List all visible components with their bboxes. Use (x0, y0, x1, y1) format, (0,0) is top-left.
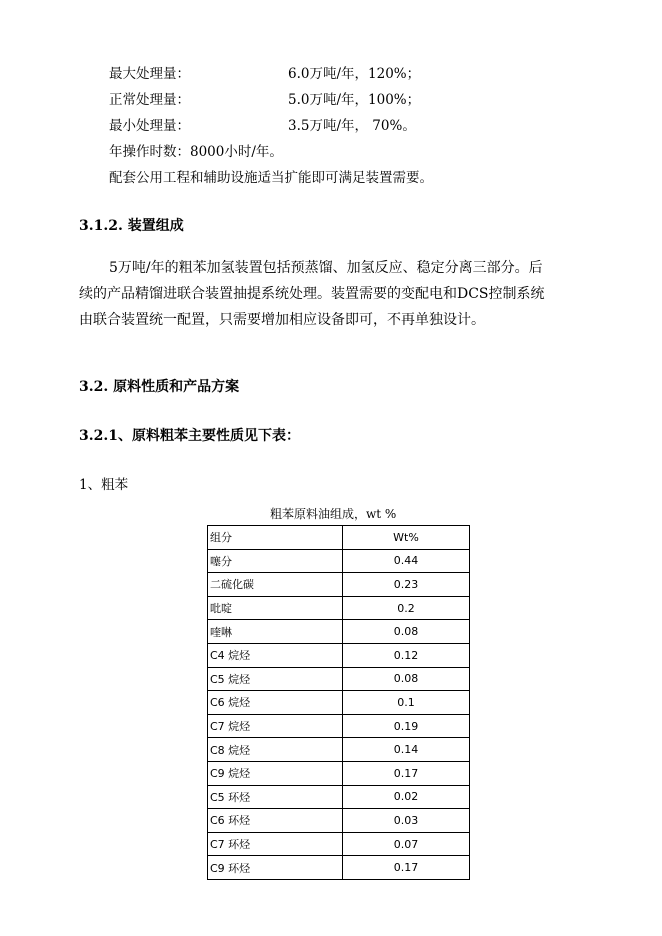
component-name: C7 烷烃 (208, 714, 343, 738)
heading-3-1-2: 3.1.2. 装置组成 (79, 218, 184, 234)
component-name: C6 环烃 (208, 809, 343, 833)
component-wt-value: 0.12 (343, 643, 470, 667)
component-wt-value: 0.08 (343, 667, 470, 691)
table-row (208, 643, 470, 667)
normal-capacity-label: 正常处理量： (109, 92, 190, 108)
component-name: C7 环烃 (208, 832, 343, 856)
table-row (208, 832, 470, 856)
component-wt-value: 0.07 (343, 832, 470, 856)
heading-3-2: 3.2. 原料性质和产品方案 (79, 379, 240, 395)
normal-capacity-value: 5.0万吨/年，100%； (288, 92, 421, 108)
component-name: 二硫化碳 (208, 573, 343, 597)
component-wt-value: 0.17 (343, 856, 470, 880)
table-row (208, 761, 470, 785)
component-name: C8 烷烃 (208, 738, 343, 762)
component-wt-value: 0.14 (343, 738, 470, 762)
table-row (208, 714, 470, 738)
table-row (208, 620, 470, 644)
table-row (208, 596, 470, 620)
utility-note: 配套公用工程和辅助设施适当扩能即可满足装置需要。 (109, 170, 433, 186)
paragraph-line-2: 续的产品精馏进联合装置抽提系统处理。装置需要的变配电和DCS控制系统 (79, 286, 545, 302)
header-component: 组分 (208, 526, 343, 550)
composition-table (207, 525, 470, 880)
min-capacity-value: 3.5万吨/年， 70%。 (288, 118, 416, 134)
paragraph-line-3: 由联合装置统一配置，只需要增加相应设备即可，不再单独设计。 (79, 312, 485, 328)
table-header-row (208, 526, 470, 550)
paragraph-line-1: 5万吨/年的粗苯加氢装置包括预蒸馏、加氢反应、稳定分离三部分。后 (109, 260, 543, 276)
component-wt-value: 0.17 (343, 761, 470, 785)
component-name: 喹啉 (208, 620, 343, 644)
item-1-label: 1、粗苯 (79, 477, 129, 493)
header-wt: Wt% (343, 526, 470, 550)
min-capacity-label: 最小处理量： (109, 118, 190, 134)
component-wt-value: 0.03 (343, 809, 470, 833)
component-name: C6 烷烃 (208, 691, 343, 715)
component-name: 噻分 (208, 549, 343, 573)
table-row (208, 667, 470, 691)
table-row (208, 809, 470, 833)
table-row (208, 738, 470, 762)
table-row (208, 785, 470, 809)
max-capacity-label: 最大处理量： (109, 66, 190, 82)
heading-3-2-1: 3.2.1、原料粗苯主要性质见下表： (79, 428, 300, 444)
component-name: C4 烷烃 (208, 643, 343, 667)
table-row (208, 573, 470, 597)
table-caption: 粗苯原料油组成，wt % (270, 507, 397, 521)
component-name: C5 烷烃 (208, 667, 343, 691)
component-name: C9 烷烃 (208, 761, 343, 785)
max-capacity-value: 6.0万吨/年，120%； (288, 66, 421, 82)
table-row (208, 691, 470, 715)
operating-hours: 年操作时数：8000小时/年。 (109, 144, 283, 160)
component-wt-value: 0.2 (343, 596, 470, 620)
component-wt-value: 0.44 (343, 549, 470, 573)
component-wt-value: 0.23 (343, 573, 470, 597)
table-row (208, 549, 470, 573)
component-wt-value: 0.1 (343, 691, 470, 715)
component-wt-value: 0.08 (343, 620, 470, 644)
component-name: 吡啶 (208, 596, 343, 620)
component-wt-value: 0.19 (343, 714, 470, 738)
component-wt-value: 0.02 (343, 785, 470, 809)
component-name: C5 环烃 (208, 785, 343, 809)
component-name: C9 环烃 (208, 856, 343, 880)
table-row (208, 856, 470, 880)
